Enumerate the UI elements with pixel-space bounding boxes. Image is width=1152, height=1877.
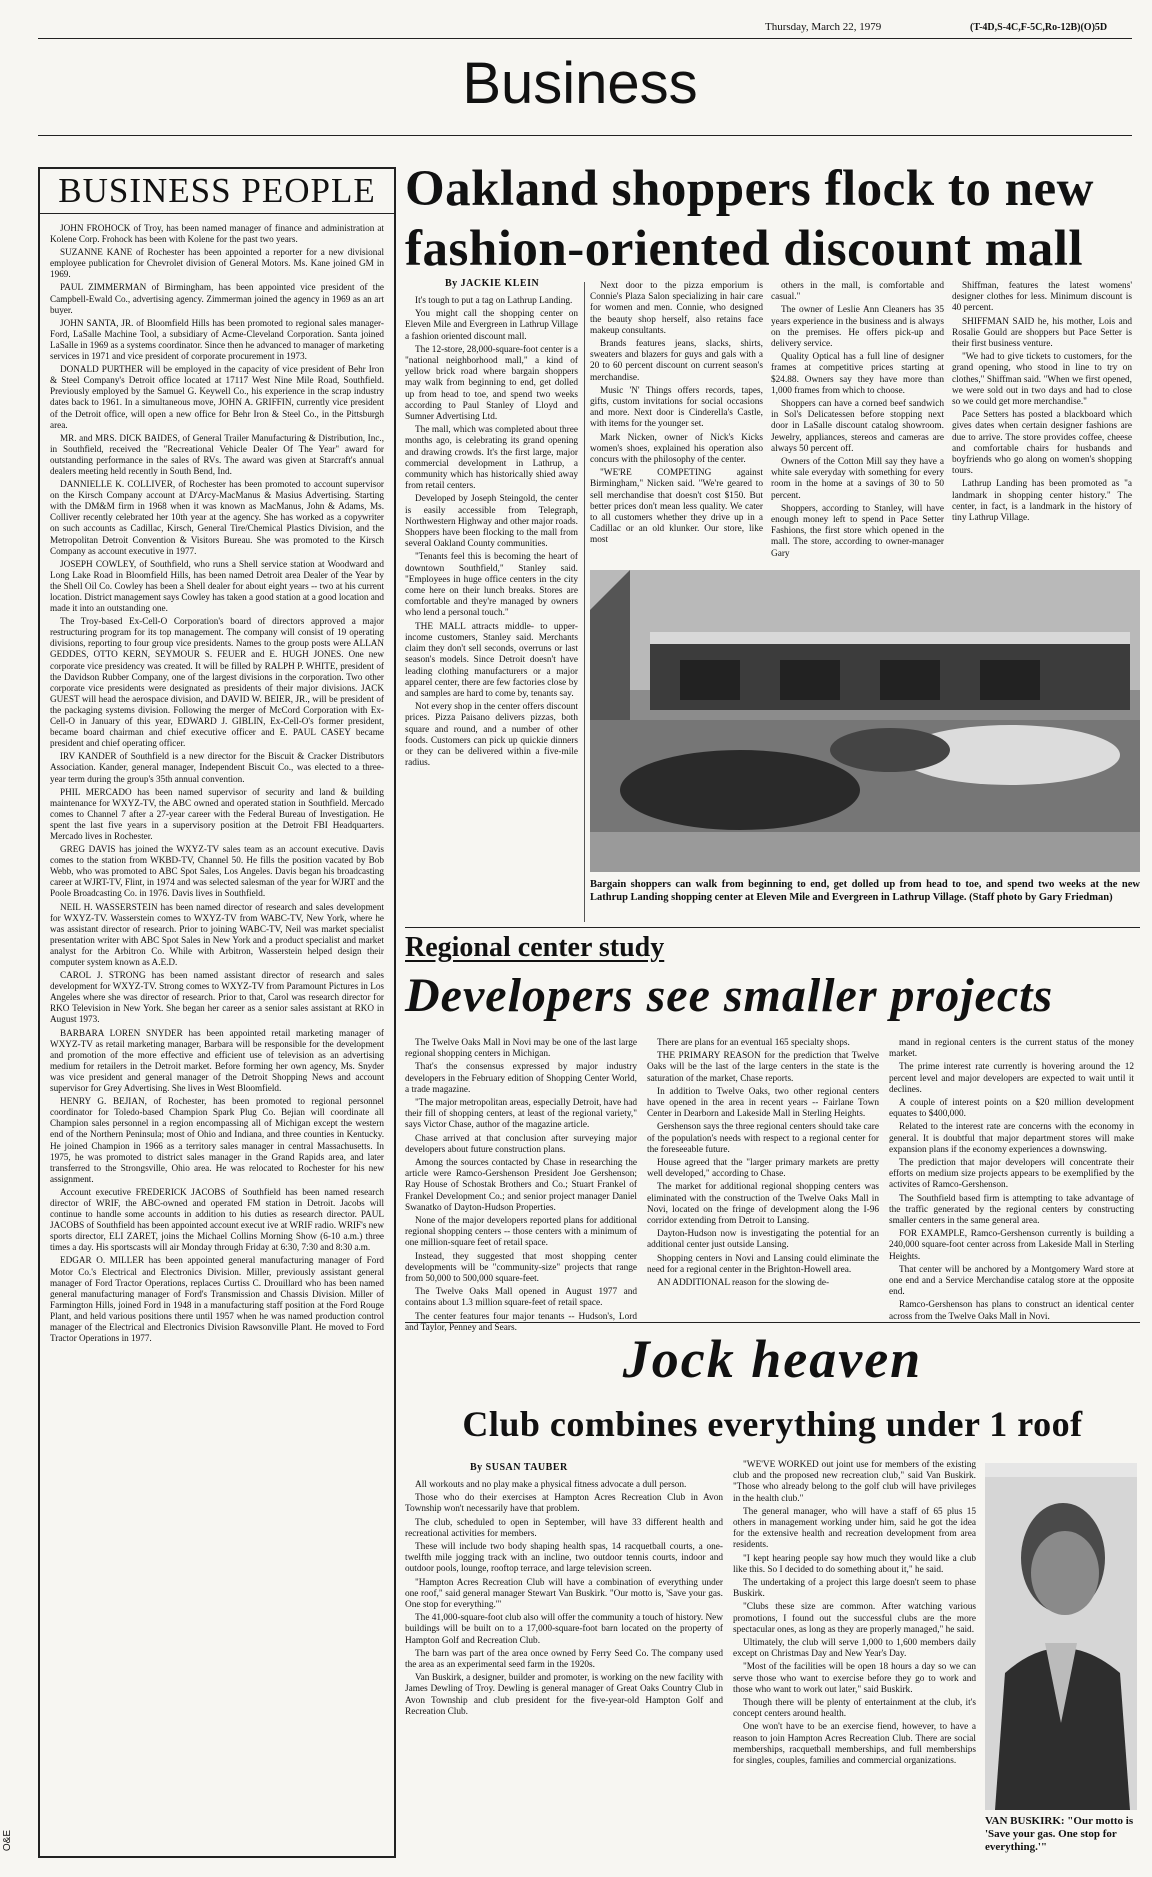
paragraph: It's tough to put a tag on Lathrup Landing. (415, 296, 573, 306)
jock-column-2 (733, 1460, 976, 1858)
paragraph: The undertaking of a project this large doesn't seem to phase Buskirk. (733, 1578, 976, 1600)
section-rule (405, 1322, 1140, 1323)
bp-item: GREG DAVIS has joined the WXYZ-TV sales team as an account executive. Davis comes to the station from WKBD-TV, Channel 50. He fills the position vacated by Bob Webb, who was promoted to ABC Spot Sales, Los Angeles. Davis began his broadcasting career at WJRT-TV, Flint, in 1974 and was selected salesman of the year for WJRT and the Poole Broadcasting Co. in 1976. Davis lives in Southfield. (50, 844, 384, 899)
paragraph: AN ADDITIONAL reason for the slowing de- (657, 1278, 830, 1289)
paragraph: Next door to the pizza emporium is Connie's Plaza Salon specializing in hair care for women and men. Connie, who designed the beauty shop herself, also retains face makeup consultants. (590, 281, 763, 336)
paragraph: FOR EXAMPLE, Ramco-Gershenson currently is building a 240,000 square-foot center across from Lakeside Mall in Sterling Heights. (889, 1229, 1134, 1262)
section-rule (405, 927, 1140, 928)
paragraph: The club, scheduled to open in September, will have 33 different health and recreational activities for members. (405, 1517, 723, 1539)
paragraph: You might call the shopping center on Eleven Mile and Evergreen in Lathrup Village a fashion oriented discount mall. (405, 309, 578, 342)
paragraph: That center will be anchored by a Montgomery Ward store at one end and a Service Merchandise catalog store at the opposite end. (889, 1264, 1134, 1298)
bp-item: CAROL J. STRONG has been named assistant director of research and sales development for WXYZ-TV. Strong comes to WXYZ-TV from Paramount Pictures in Los Angeles where she was director of research. Prior to that, Carol was research director for RKO Television in New York. She began her career as a senior sales assistant at RKO in August 1973. (50, 970, 384, 1025)
parking-lot-photo-image (590, 570, 1140, 872)
bp-item: JOHN FROHOCK of Troy, has been named manager of finance and administration at Kolene Corp. Frohock has been with Kolene for the past two years. (50, 223, 384, 245)
paragraph: The owner of Leslie Ann Cleaners has 35 years experience in the business and is always on the premises. He offers pick-up and delivery service. (771, 305, 944, 350)
paragraph: "Clubs these size are common. After watching various promotions, I found out the successful clubs are the more spectacular ones, as long as they are properly managed," he said. (733, 1602, 976, 1635)
paragraph: "WE'VE WORKED out joint use for members of the existing club and the proposed new recreation club," said Van Buskirk. "Those who already belong to the golf club will have privileges in the health club." (733, 1460, 976, 1504)
bp-item: BARBARA LOREN SNYDER has been appointed retail marketing manager of WXYZ-TV as retail marketing manager, Barbara will be responsible for the development and promotion of the more effective and efficient use of television as an advertising medium for retailers in the Detroit market. Before forming her own agency, Ms. Snyder was vice president and general manager of the Detroit Shopping News and account supervisor for Grey Advertising. She lives in West Bloomfield. (50, 1027, 384, 1094)
van-buskirk-portrait (985, 1463, 1137, 1810)
business-people-box (38, 167, 396, 1858)
paragraph: Owners of the Cotton Mill say they have a white sale everyday with something for every room in the home at a savings of 30 to 50 percent. (771, 457, 944, 501)
bp-item: SUZANNE KANE of Rochester has been appointed a reporter for a new divisional employee publication for Chevrolet division of General Motors. Ms. Kane joined GM in 1969. (50, 247, 384, 280)
regional-column-3 (889, 1038, 1134, 1322)
paragraph: The prediction that major developers will concentrate their efforts on medium size projects appears to be exemplified by the activites of Ramco-Gershenson. (889, 1158, 1134, 1191)
business-people-heading: BUSINESS PEOPLE (40, 169, 394, 214)
column-rule (584, 282, 585, 922)
paragraph: THE MALL attracts middle- to upper-income customers, Stanley said. Merchants claim they don't sell seconds, overruns or last season's models. Since Detroit doesn't have leading clothing manufacturers or a major apparel center, there are few factories close by and samples are hard to come by, tenants say. (405, 621, 578, 699)
paragraph: The barn was part of the area once owned by Ferry Seed Co. The company used the area as an experimental seed farm in the 1920s. (405, 1648, 723, 1671)
mall-column-2 (590, 281, 763, 567)
paragraph: Chase arrived at that conclusion after surveying major developers about future construction plans. (405, 1133, 637, 1155)
portrait-caption: VAN BUSKIRK: "Our motto is 'Save your gas. One stop for everything.'" (985, 1815, 1134, 1853)
bp-item: JOSEPH COWLEY, of Southfield, who runs a Shell service station at Woodward and Long Lake Road in Bloomfield Hills, has been named Detroit area Dealer of the Year by the Shell Oil Co. Cowley has been a Shell dealer for about eight years -- two at his current location. District management says Cowley has taken a good station at a good location and made it into an outstanding one. (50, 558, 384, 614)
paragraph: The 41,000-square-foot club also will offer the community a touch of history. New buildings will be built on to a 17,000-square-foot barn located on the property of Hampton Golf and Recreation Club. (405, 1613, 724, 1646)
paragraph: "I kept hearing people say how much they would like a club like this. So I decided to do something about it," he said. (733, 1553, 976, 1575)
jock-headline: Jock heaven (622, 1329, 923, 1389)
mall-photo (590, 570, 1140, 872)
paragraph: The mall, which was completed about three months ago, is celebrating its grand opening and drawing crowds. It's the first large, major commercial development in Lathrup, a community which has historically shied away from retail centers. (405, 425, 578, 492)
paragraph: Music 'N' Things offers records, tapes, gifts, custom invitations for social occasions and more. Next door is Cinderella's Castle, with items for the younger set. (590, 385, 763, 430)
bp-item: PHIL MERCADO has been named supervisor of security and land & building maintenance for WXYZ-TV, the ABC owned and operated station in Southfield. Mercado comes to Channel 7 after a 27-year career with the Federal Bureau of Investigation. He spent the last five years in a supervisory position at the Detroit FBI Headquarters. Mercado lives in Rochester. (50, 786, 384, 841)
edition-code: (T-4D,S-4C,F-5C,Ro-12B)(O)5D (970, 22, 1108, 33)
business-people-body (50, 223, 384, 1850)
paragraph: The 12-store, 28,000-square-foot center is a "national neighborhood mall," a kind of yellow brick road where bargain shoppers may walk from beginning to end, get dolled up from head to toe, and spend two weeks according to Paul Stanley of Lloyd and Sumner Advertising Ltd. (405, 344, 578, 423)
bp-item: IRV KANDER of Southfield is a new director for the Biscuit & Cracker Distributors Association. Kander, general manager, Independent Biscuit Co., was elected to a three-year term during the group's 35th annual convention. (50, 751, 384, 784)
mall-headline-line2: fashion-oriented discount mall (405, 221, 1084, 277)
bp-item: The Troy-based Ex-Cell-O Corporation's board of directors approved a major restructuring program for its top management. The company will consist of 19 operating divisions, reporting to four group vice presidents. Names to the group posts were ALLAN GEDDES, OTTO KERN, SEYMOUR S. FEUER and E. HUGH JONES. One new corporate vice presidency was created. It will be filled by RALPH P. WHITE, president of the Davidson Rubber Company, one of the largest divisions in the corporation. Two other corporate vice presidents were designated as presidents of their major divisions. JACK GUEST will head the aerospace division, and DAVID W. BEIER, JR., will be president of the packaging systems division. Following the merger of McCord Corporation with Ex-Cell-O in January of this year, EDWARD J. GIBLIN, Ex-Cell-O's former president, became board chairman and chief executive officer and E. PAUL CASEY became president and chief operating officer. (50, 616, 384, 749)
paragraph: Gershenson says the three regional centers should take care of the population's needs with respect to a regional center for the foreseeable future. (647, 1122, 879, 1155)
paragraph: Shoppers can have a corned beef sandwich in Sol's Delicatessen before stopping next door in LaSalle discount catalog showroom. Jewelry, appliances, stereos and cameras are always 50 percent off. (771, 399, 944, 454)
paragraph: The Twelve Oaks Mall in Novi may be one of the last large regional shopping centers in Michigan. (405, 1038, 637, 1060)
bp-item: EDGAR O. MILLER has been appointed general manufacturing manager of Ford Motor Co.'s Electrical and Electronics Division. Miller, previously assistant general manager of Ford Tractor Operations, replaces Curtiss C. Drouillard who has been named general manufacturing manager of Ford's Transmission and Chassis Division. Miller of Farmington Hills, joined Ford in 1948 in a manufacturing staff position at the Ford Rouge Plant, and held various positions there until 1957 when he was named production control manager of the Electrical and Electronics Division Rawsonville Plant. He moved to Ford Tractor Operations in 1977. (50, 1255, 384, 1344)
paragraph: These will include two body shaping health spas, 14 racquetball courts, a one-twelfth mile jogging track with an incline, two outdoor tennis courts, indoor and outdoor pools, lounge, rooftop terrace, and large television screen. (405, 1542, 723, 1575)
masthead-bottom-rule (38, 135, 1132, 136)
bp-item: MR. and MRS. DICK BAIDES, of General Trailer Manufacturing & Distribution, Inc., in Southfield, received the "Recreational Vehicle Dealer Of The Year" award for outstanding performance in the sales of RVs. The award was given at Starcraft's annual dealers meeting held recently in South Bend, Ind. (50, 432, 384, 476)
bp-item: DONALD PURTHER will be employed in the capacity of vice president of Behr Iron & Steel Company's Detroit office located at 17117 West Nine Mile Road, Southfield. Previously employed by the Samuel G. Keywell Co., his experience in the scrap industry dates back to 1961. In a simultaneous move, JOHN A. GRIFFIN, currently vice president of the Detroit office, will open a new office for Behr Iron & Steel Co., in the Pittsburgh area. (50, 364, 384, 430)
paragraph: Related to the interest rate are concerns with the economy in general. It is doubtful that major department stores will make expansion plans if the economy experiences a downswing. (889, 1122, 1134, 1155)
section-title: Business (462, 51, 698, 116)
paragraph: Developed by Joseph Steingold, the center is easily accessible from Telegraph, Northwestern Highway and other major roads. Shoppers have been flocking to the mall from several Oakland County communities. (405, 494, 578, 550)
paragraph: Ramco-Gershenson has plans to construct an identical center across from the Twelve Oaks Mall in Novi. (889, 1300, 1134, 1322)
paragraph: In addition to Twelve Oaks, two other regional centers have opened in the area in recent years -- Fairlane Town Center in Dearborn and Lakeside Mall in Sterling Heights. (647, 1086, 879, 1120)
paragraph: "The major metropolitan areas, especially Detroit, have had their fill of shopping centers, at least of the regional variety," says Victor Chase, author of the magazine article. (405, 1098, 637, 1131)
mall-headline-line1: Oakland shoppers flock to new (405, 161, 1094, 217)
bp-item: JOHN SANTA, JR. of Bloomfield Hills has been promoted to regional sales manager-Ford, LaSalle Machine Tool, a subsidiary of Acme-Cleveland Corporation. Santa joined LaSalle in 1969 as a systems coordinator. Since then he advanced to manager of marketing services in 1971 and vice president of corporate procurement in 1973. (50, 317, 384, 362)
paragraph: The prime interest rate currently is hovering around the 12 percent level and major developers are expected to wait until it declines. (889, 1062, 1134, 1095)
paragraph: Shoppers, according to Stanley, will have enough money left to spend in Pace Setter Fashions, the first store which opened in the mall. The store, according to owner-manager Gary (771, 503, 944, 559)
paragraph: others in the mall, is comfortable and casual." (771, 281, 944, 303)
paragraph: There are plans for an eventual 165 specialty shops. (657, 1038, 850, 1048)
paragraph: SHIFFMAN SAID he, his mother, Lois and Rosalie Gould are shoppers but Pace Setter is their first business venture. (952, 316, 1132, 350)
jock-column-1 (405, 1480, 723, 1858)
paragraph: Lathrup Landing has been promoted as "a landmark in shopping center history." The center, in fact, is a landmark in the history of tiny Lathrup Village. (952, 479, 1132, 524)
bp-item: HENRY G. BEJIAN, of Rochester, has been promoted to regional personnel coordinator for Toledo-based Champion Spark Plug Co. Bejian will coordinate all Champion sales personnel in a region encompassing all of Michigan except the western end of the Northern Peninsula; most of Ohio and Indiana, and three counties in Kentucky. He joined Champion in 1966 as a territory sales manager in central Massachusetts. In 1975, he was promoted to district sales manager in the Grand Rapids area, and later transferred to the Strongsville, Ohio area. He was relocated to Rochester for his new assignment. (50, 1096, 384, 1184)
bp-item: Account executive FREDERICK JACOBS of Southfield has been named research director of WRIF, the ABC-owned and operated FM station in Detroit. Jacobs will continue to handle some accounts in addition to his duties as research director. PAUL JACOBS of Southfield has been appointed account execut ive at WRIF radio. WRIF's new sports director, ELI ZARET, joins the Michael Collins Morning Show (6-10 a.m.) three times a day. His sportscasts will air Monday through Friday at 6:30, 7:30 and 8:30 a.m. (50, 1186, 384, 1253)
regional-column-1 (405, 1038, 637, 1333)
paragraph: Those who do their exercises at Hampton Acres Recreation Club in Avon Township won't necessarily have that problem. (405, 1493, 723, 1515)
paragraph: Shopping centers in Novi and Lansing could eliminate the need for a regional center in the Brighton-Howell area. (647, 1253, 879, 1275)
paragraph: Quality Optical has a full line of designer frames at competitive prices starting at $24.88. Owners say they have more than 1,000 frames from which to choose. (771, 352, 944, 396)
paragraph: "WE'RE COMPETING against Birmingham," Nicken said. "We're geared to sell merchandise that doesn't cost $150. But better prices don't mean less quality. We cater to all customers whether they drive up in a Cadillac or an old klunker. Our store, like most (590, 468, 763, 546)
paragraph: Mark Nicken, owner of Nick's Kicks women's shoes, explained his operation also concurs with the philosophy of the center. (590, 432, 763, 466)
jock-byline: By SUSAN TAUBER (470, 1462, 568, 1473)
paragraph: "Tenants feel this is becoming the heart of downtown Southfield," Stanley said. "Employees in huge office centers in the city come here on their lunch breaks. Stores are comfortable and they're managed by owners who lend a personal touch." (405, 552, 578, 619)
paragraph: mand in regional centers is the current status of the money market. (889, 1038, 1134, 1060)
jock-deck: Club combines everything under 1 roof (462, 1404, 1083, 1444)
mall-byline: By JACKIE KLEIN (445, 278, 540, 289)
mall-photo-caption: Bargain shoppers can walk from beginning to end, get dolled up from head to toe, and spend two weeks at the new Lathrup Landing shopping center at Eleven Mile and Evergreen in Lathrup Village. (Staff photo by Gary Friedman) (590, 879, 1140, 903)
regional-column-2 (647, 1038, 879, 1316)
issue-date: Thursday, March 22, 1979 (765, 21, 882, 33)
paragraph: Shiffman, features the latest womens' designer clothes for less. Minimum discount is 40 percent. (952, 281, 1132, 314)
bp-item: PAUL ZIMMERMAN of Birmingham, has been appointed vice president of the Campbell-Ewald Co., advertising agency. Zimmerman joined the agency in 1969 as an art buyer. (50, 282, 384, 315)
paragraph: Not every shop in the center offers discount prices. Pizza Paisano delivers pizzas, both square and round, and a number of other foods. Customers can pick up quickie dinners or they can be delivered within a five-mile radius. (405, 702, 578, 769)
masthead-top-rule (38, 38, 1132, 39)
paragraph: None of the major developers reported plans for additional regional shopping centers -- those centers with a minimum of one million-square feet of retail space. (405, 1216, 637, 1249)
paragraph: The Southfield based firm is attempting to take advantage of the traffic generated by the regional centers by constructing smaller centers in the same general area. (889, 1193, 1134, 1227)
bp-item: NEIL H. WASSERSTEIN has been named director of research and sales development for WXYZ-TV. Wasserstein comes to WXYZ-TV from WABC-TV, New York, where he was assistant director of research. Prior to joining WABC-TV, Neil was market specialist presentation writer with ABC Spot Sales in New York and a product specialist and market analyst for the Arbitron Co. While with Arbitron, Wasserstein helped design their computer system known as A.E.D. (50, 901, 384, 967)
paragraph: House agreed that the "larger primary markets are pretty well developed," according to Chase. (647, 1158, 879, 1180)
paragraph: That's the consensus expressed by major industry developers in the February edition of Shopping Center World, a trade magazine. (405, 1062, 637, 1095)
paragraph: "Hampton Acres Recreation Club will have a combination of everything under one roof," said general manager Stewart Van Buskirk. "Our motto is, 'Save your gas. One stop for everything.'" (405, 1577, 723, 1611)
paragraph: "We had to give tickets to customers, for the grand opening, who stood in line to try on clothes," Shiffman said. "When we first opened, we were sold out in two days and had to close so we could get more merchandise." (952, 352, 1132, 408)
paragraph: One won't have to be an exercise fiend, however, to have a reason to join Hampton Acres Recreation Club. There are social memberships, racquetball memberships, and full memberships for singles, couples, families and commercial organizations. (733, 1722, 976, 1767)
paragraph: "Most of the facilities will be open 18 hours a day so we can serve those who want to exercise before they go to work and those who want to work out later," said Buskirk. (733, 1662, 976, 1695)
paragraph: Pace Setters has posted a blackboard which gives dates when certain designer fashions are due to arrive. The store provides coffee, cheese and comfortable chairs for husbands and boyfriends who go along on women's shopping tours. (952, 410, 1132, 477)
paragraph: The market for additional regional shopping centers was eliminated with the construction of the Twelve Oaks Mall in Novi, located on the fringe of development along the I-96 corridor extending from Detroit to Lansing. (647, 1182, 879, 1227)
paragraph: The center features four major tenants -- Hudson's, Lord and Taylor, Penney and Sears. (405, 1311, 637, 1333)
mall-column-3 (771, 281, 944, 567)
paragraph: Among the sources contacted by Chase in researching the article were Ramco-Gershenson President Joe Gershenson; Ray House of Schostak Brothers and Co.; Stuart Frankel of Frankel Development Co.; and senior project manager Daniel Swanatko of Dayton-Hudson Properties. (405, 1158, 637, 1213)
mall-column-1 (405, 296, 578, 922)
paragraph: Van Buskirk, a designer, builder and promoter, is working on the new facility with James Dewling of Troy. Dewling is general manager of Great Oaks Country Club in Avon Township and club president for the five-year-old Hampton Golf and Recreation Club. (405, 1673, 723, 1717)
paragraph: The Twelve Oaks Mall opened in August 1977 and contains about 1.3 million square-feet of retail space. (405, 1287, 637, 1309)
paragraph: A couple of interest points on a $20 million development equates to $400,000. (889, 1098, 1134, 1120)
bp-item: DANNIELLE K. COLLIVER, of Rochester has been promoted to account supervisor on the Kirsch Company account at D'Arcy-MacManus & Masius Advertising. Starting with the DM&M firm in 1968 when it was known as MacManus, John & Adams, Ms. Colliver recently celebrated her 10th year at the agency. She has worked as a copywriter on such accounts as Cadillac, Kirsch, General Tire/Chemical Plastics Division, and the Metropolitan Detroit Convention & Visitors Bureau. She was promoted to the Kirsch Company as account executive in 1977. (50, 479, 384, 556)
mall-column-4 (952, 281, 1132, 567)
paragraph: Instead, they suggested that most shopping center developments will be "community-size" projects that range from 50,000 to 500,000 square-feet. (405, 1251, 637, 1285)
paragraph: Though there will be plenty of entertainment at the club, it's concept centers around health. (733, 1698, 976, 1720)
paragraph: Brands features jeans, slacks, shirts, sweaters and blazers for guys and gals with a 20 to 60 percent discount on current season's merchandise. (590, 339, 763, 383)
regional-headline: Developers see smaller projects (405, 969, 1054, 1022)
paragraph: Ultimately, the club will serve 1,000 to 1,600 members daily except on Christmas Day and New Year's Day. (733, 1638, 976, 1660)
regional-kicker: Regional center study (405, 932, 665, 963)
side-mark: O&E (2, 1830, 13, 1852)
paragraph: Dayton-Hudson now is investigating the potential for an additional center just outside Lansing. (647, 1229, 879, 1251)
portrait-image (985, 1463, 1137, 1810)
paragraph: THE PRIMARY REASON for the prediction that Twelve Oaks will be the last of the large centers in the state is the saturation of the market, Chase reports. (647, 1051, 879, 1084)
paragraph: All workouts and no play make a physical fitness advocate a dull person. (415, 1480, 687, 1490)
paragraph: The general manager, who will have a staff of 65 plus 15 others in management working under him, said he got the idea for the extensive health and recreation development from area residents. (733, 1506, 976, 1551)
